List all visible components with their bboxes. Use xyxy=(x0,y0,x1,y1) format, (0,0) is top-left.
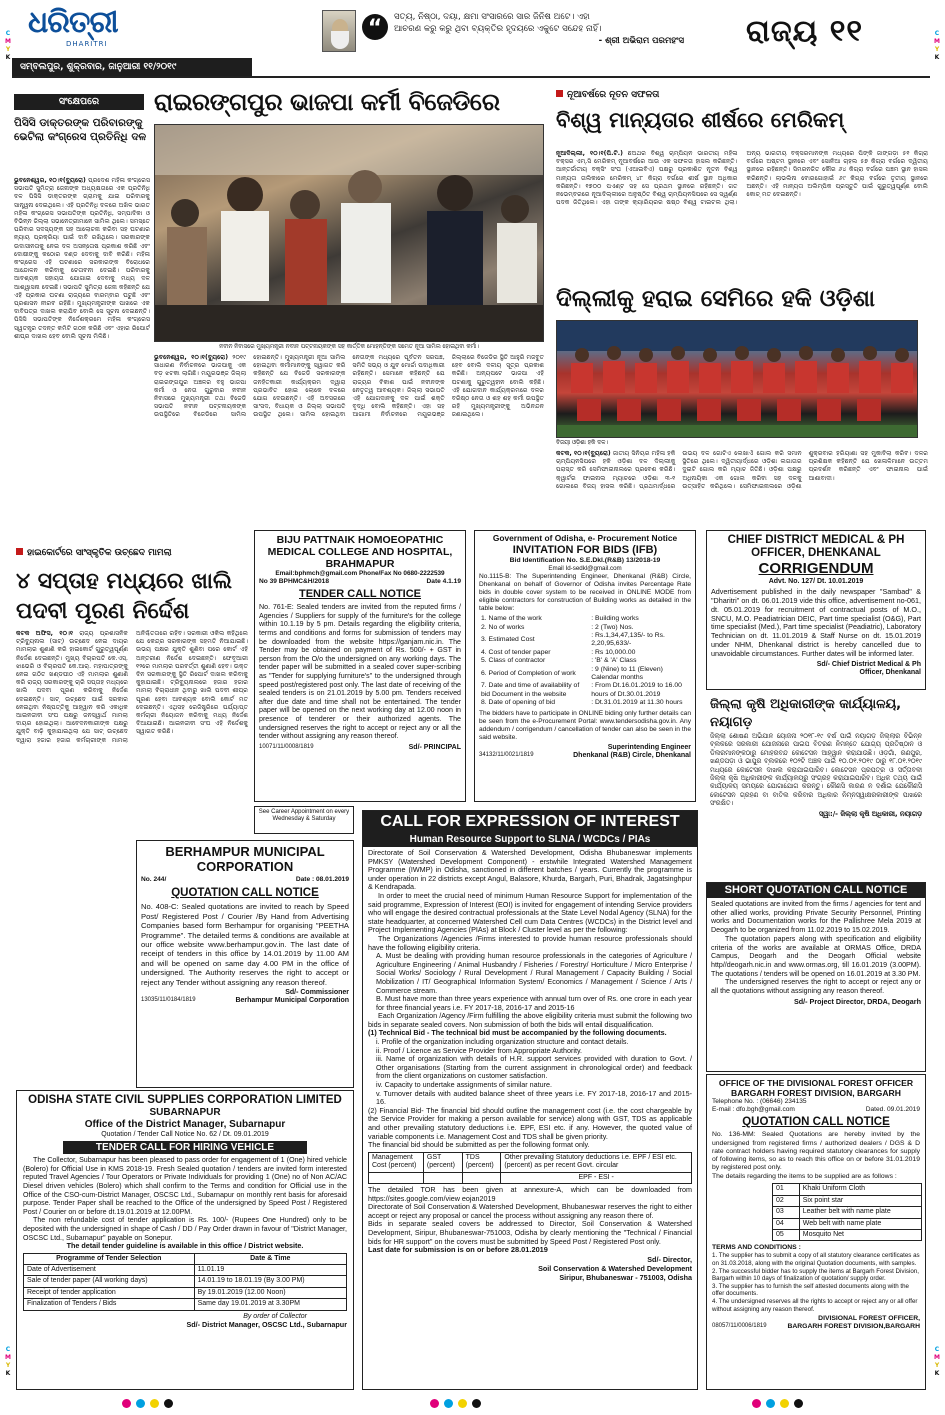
biju-body: No. 761-E: Sealed tenders are invited from the reputed firms / Agencies / Suppliers for supply of the furniture's for the college within 10.1.19 by 5 pm. Details regarding the eligibility criteria, terms and conditions and forms for submission of tenders may be downloaded from the website https://ganjam.nic.in. The Tender may be obtained on payment of Rs. 500/- + GST in person from the O/o the undersigned on any working days. The tender paper will be submitted in a sealed cover super-scribing as "Tender for supplying furniture's" to the undersigned through speed post/registered post only. The last date of receiving of the sealed tenders is on 21.01.2019 by 5.00 pm. Tenders received after due date and time shall not be entertained. The tender paper will be opened on the next working day at 12.00 noon in presence of tenderer or their authorized agents. The undersigned reserves the right to accept or reject any or all the tender without assigning any reason thereof. xyxy=(259,603,461,741)
forest-email-row xyxy=(712,1106,920,1114)
eoi-submit: Bids in separate sealed covers be addressed to Director, Soil Conservation & Watershed Development, Siripur, Bhubaneswar-751003, Odisha by clearly mentioning the "Technical / Financial bids for HR support" on the covers must be submitted by Speed Post / Registered Post only. xyxy=(368,1219,692,1246)
ifb-signature-place: Dhenkanal (R&B) Circle, Dhenkanal xyxy=(573,751,691,759)
civil-order-by: By order of Collector xyxy=(243,1312,307,1320)
ifb-table-row xyxy=(479,682,691,699)
forest-terms-head: TERMS AND CONDITIONS : xyxy=(712,1244,801,1252)
ifb-row-label: 2. No of works xyxy=(481,623,525,631)
cmyk-k: K xyxy=(934,1370,940,1377)
civil-schedule-step: Date of Advertisement xyxy=(24,1265,195,1276)
fin-col-gst: GST (percent) xyxy=(423,1152,462,1172)
hockey-photo-caption: ବିଜୟୀ ଓଡ଼ିଶା ହକି ଦଳ। xyxy=(556,440,608,446)
hockey-headline: ଦିଲ୍ଲୀକୁ ହରାଇ ସେମିରେ ହକି ଓଡ଼ିଶା xyxy=(556,285,876,312)
section-label-brief: ସଂକ୍ଷେପରେ xyxy=(14,94,144,110)
brief-body: ପ୍ରଦେଶ ମହିଳା କଂଗ୍ରେସ ସଭାପତି ସୁମିତ୍ରା ଜେନାଙ୍କ ଅଧ୍ୟକ୍ଷତାରେ ଏକ ପ୍ରତିନିଧି ଦଳ ପିସିସି ଡାକ୍ତରଙ୍କ ଗ୍ରାମକୁ ଯାଇ ପରିବାରକୁ ସାନ୍ତ୍ୱନା ଦେଇଥିଲେ। ଏହି ପ୍ରତିନିଧି ଦଳରେ ଅଖିଳ ଭାରତ ମହିଳା କଂଗ୍ରେସ ସଭାପତିଙ୍କ ପ୍ରତିନିଧି, ସମ୍ପାଦିକା ଓ ବିଭିନ୍ନ ଜିଲ୍ଲା ସଭାନେତ୍ରୀମାନେ ସାମିଲ ଥିଲେ। ସମସ୍ତେ ପରିବାର ସଦସ୍ୟଙ୍କ ସହ ଆଲୋଚନା କରିବା ସହ ଘଟଣାର ନ୍ୟାୟ ପ୍ରକ୍ରିୟା ପାଇଁ ଦାବି ରଖିଥିଲେ। ସରକାରଙ୍କ ଉଦାସୀନତାକୁ ନେଇ ଦଳ ଅସନ୍ତୋଷ ପ୍ରକାଶ କରିଛି ଏବଂ ଦୋଷୀଙ୍କୁ କଠୋର ଦଣ୍ଡ ଦେବାକୁ ଦାବି କରିଛି। ମହିଳା କଂଗ୍ରେସ ଏହି ଘଟଣାରେ ସରକାରଙ୍କ ବିରୋଧରେ ଆନ୍ଦୋଳନ କରିବାକୁ ଚେତାବନୀ ଦେଇଛି। ପରିବାରକୁ ଆବଶ୍ୟକ ସହାୟତା ଯୋଗାଇ ଦେବାକୁ ମଧ୍ୟ ଦଳ ଆଶ୍ୱାସନା ଦେଇଛି। ସଭାପତି ସୁମିତ୍ରା ଜେନା କହିଛନ୍ତି ଯେ ଏହି ପ୍ରକାର ଘଟଣା ରାଜ୍ୟରେ ବାରମ୍ବାର ଘଟୁଛି ଏବଂ ପ୍ରଶାସନ ନୀରବ ରହିଛି। ମୁଖ୍ୟମନ୍ତ୍ରୀଙ୍କ ପାଖରେ ଏକ ଦାବିପତ୍ର ଦାଖଲ କରାଯିବ ବୋଲି ସେ ସୂଚନା ଦେଇଛନ୍ତି। ପିସିସି ସଭାପତିଙ୍କ ନିର୍ଦ୍ଦେଶକ୍ରମେ ମହିଳା କଂଗ୍ରେସ ସ୍ୱତନ୍ତ୍ର ତଦନ୍ତ କମିଟି ଗଠନ କରିଛି ଏବଂ ଏହାର ରିପୋର୍ଟ ଶୀଘ୍ର ଦାଖଲ ହେବ ବୋଲି ସୂଚନା ମିଳିଛି। xyxy=(14,177,150,340)
eoi-subheading: Human Resource Support to SLNA / WCDCs / PIAs xyxy=(363,833,697,847)
ifb-row-value: : 9 (Nine) to 11 (Eleven) Calendar months xyxy=(591,665,663,682)
forest-signature1: DIVISIONAL FOREST OFFICER, xyxy=(818,1315,920,1323)
civil-schedule-step: Sale of tender paper (All working days) xyxy=(24,1276,195,1287)
ifb-row-value: : Dt.31.01.2019 at 11.30 hours xyxy=(591,699,683,707)
eoi-signature2: Soil Conservation & Watershed Development xyxy=(538,1263,692,1273)
cmyk-m: M xyxy=(5,1354,11,1361)
forest-item-name: Web belt with name plate xyxy=(799,1218,921,1229)
career-appointment-note: See Career Appointment on every Wednesday & Saturday xyxy=(254,806,354,834)
forest-terms xyxy=(712,1252,920,1313)
ifb-row-label: 1. Name of the work xyxy=(481,615,542,623)
eoi-para2: In order to meet the crucial need of minimum Human Resource Support for implementation of the said programme, Expression of Interest (EOI) is invited for engagement of intending Service providers who will engage the desired contractual professionals at the State Level Nodal Agency (SLNA) for the state headquarter, at concerned Watershed Cell cum Data Centres (WCDCs) in the District level and Project Implementing Agencies (PIAs) at Block / Cluster level as per the following: xyxy=(368,890,692,935)
edition-dateline: ସମ୍ବଲପୁର, ଶୁକ୍ରବାର, ଜାନୁଆରୀ ୧୧/୨୦୧୯ xyxy=(12,58,252,76)
cmyk-m: M xyxy=(934,1354,940,1361)
quote-line: ସତ୍ୟ, ନିଷ୍ଠା, ଦୟା, କ୍ଷମା ସଂସାରରେ ସାର ଜିନିଷ ଅଟେ। ଏହା xyxy=(394,12,590,22)
forest-table-intro: The details regarding the items to be supplied are as follows : xyxy=(712,1173,897,1181)
eoi-signature3: Siripur, Bhubaneswar - 751003, Odisha xyxy=(559,1272,692,1282)
forest-footer xyxy=(712,1323,920,1331)
civil-col-date: Date & Time xyxy=(194,1253,346,1264)
cmyk-y: Y xyxy=(934,46,940,53)
court-kicker-text: ହାଇକୋର୍ଟରେ ସାଂସ୍କୃତିକ ଉଚ୍ଛେଦ ମାମଲା xyxy=(27,548,172,558)
ifb-heading: INVITATION FOR BIDS (IFB) xyxy=(512,543,658,556)
civil-schedule-step: Receipt of tender application xyxy=(24,1287,195,1298)
forest-item-no: 02 xyxy=(773,1195,800,1206)
forest-term: 1. The supplier has to submit a copy of all statutory clearance certificates as on 31.03.2018, along with the original Quotation documents, with samples. xyxy=(712,1252,920,1268)
marykom-kicker-text: ନୂଆବର୍ଷରେ ନୂତନ ସଫଳତା xyxy=(567,90,660,100)
forest-item-name: Khaki Uniform Cloth xyxy=(799,1184,921,1195)
forest-item-row xyxy=(773,1218,922,1229)
forest-term: 4. The undersigned reserves all the rights to accept or reject any or all offer without assigning any reason thereof. xyxy=(712,1298,918,1313)
forest-quotation-notice xyxy=(706,1074,926,1390)
ifb-row-label: 3. Estimated Cost xyxy=(481,636,535,644)
forest-phone: Telephone No. : (06646) 234135 xyxy=(712,1098,807,1106)
cmyk-c: C xyxy=(934,1346,940,1353)
civil-signature: Sd/- District Manager, OSCSC Ltd., Subarnapur xyxy=(186,1319,347,1329)
shortq-body2: The quotation papers along with specification and eligibility criteria of the works are available at ORMAS Office, DRDA Campus, Deogarh and the Deogarh Official website http//deogarh.nic.in and www.ormas.org, till 16.01.2019 (3.00PM). The quotations / tenders will be opened on 16.01.2019 at 3.30 PM. xyxy=(711,934,921,978)
ifb-signature-title: Superintending Engineer xyxy=(607,743,691,751)
cmyk-m: M xyxy=(934,38,940,45)
shortq-heading: SHORT QUOTATION CALL NOTICE xyxy=(707,883,925,898)
civil-guideline: The detail tender guideline is available in this office / District website. xyxy=(66,1241,304,1251)
ifb-row-value: : Rs.1,34,47,135/- to Rs. 2,20,95,633/- xyxy=(591,632,665,648)
ifb-footer xyxy=(479,752,691,760)
eoi-tech-item: iv. Capacity to undertake assignments of similar nature. xyxy=(376,1080,553,1090)
ifb-row-value: : Building works xyxy=(591,615,639,623)
cmyk-y: Y xyxy=(5,46,11,53)
civil-schedule-date: 11.01.19 xyxy=(194,1265,346,1276)
civil-schedule-step: Finalization of Tenders / Bids xyxy=(24,1299,195,1310)
marykom-article xyxy=(556,150,928,278)
ifb-footref: 34132/11/0021/1819 xyxy=(479,751,534,758)
eoi-tech-item: i. Profile of the organization including organization structure and contact details. xyxy=(376,1037,629,1047)
court-headline: ୪ ସପ୍ତାହ ମଧ୍ୟରେ ଖାଲି ପଦବୀ ପୂରଣ ନିର୍ଦ୍ଦେଶ xyxy=(16,568,233,624)
forest-email: E-mail : dfo.bgh@gmail.com xyxy=(712,1106,795,1114)
cdm-body: Advertisement published in the daily newspaper "Sambad" & "Dharitri" on dt. 06.01.2019 vide this office, advertisement no-061, dt. 05.01.2019 for recruitment of contractual posts of M.O., SNCU, M.O. Peadiatrician DEIC, Part time specialist (O&G), Part time specialist (Med.), Part time specialist (Peadiatric), Laboratory Technician on dt. 11.01.2019 & Staff Nurse on dt. 15.01.2019 under NHM, Dhenkanal district is hereby cancelled due to unavoidable circumstances. Further dates will be informed later. xyxy=(711,587,921,658)
hockey-article xyxy=(556,450,928,542)
hockey-team-photo xyxy=(556,320,918,438)
forest-date: Dated. 09.01.2019 xyxy=(865,1106,920,1114)
ifb-row-label: 8. Date of opening of bid xyxy=(481,699,556,707)
cmyk-k: K xyxy=(5,54,11,61)
ifb-row-value: : Rs 10,000.00 xyxy=(591,648,636,656)
cmyk-marks-left-bottom xyxy=(4,1346,12,1378)
civil-body: The Collector, Subarnapur has been pleased to pass order for engagement of 1 (One) hired vehicle (Bolero) for Official Use in KMS 2018-19. Fresh Sealed quotation / tenders are invited form interested reputed Travel Agencies / Tour Operators or Private Individuals for providing 1 (One) no of Non AC/AC Diesel driven vehicles (Bolero) which shall confirm to the Terms and condition for Official use in the Office of the CSO-cum-District Manager, OSCSC Ltd., Subarnapur on monthly rent basis for aforesaid purpose. Tender Paper shall be reached to the Office of the undersigned by Speed Post / Registered Post / Courier on or before dt.19.01.2019 at 12.00PM. xyxy=(23,1156,347,1216)
quote-icon: “ xyxy=(362,14,388,40)
ifb-outro: The bidders have to participate in ONLINE biding only further details can be seen from the e-Procurement Portal: www.tendersodisha.gov.in. Any addendum / corrigendum / cancellation of tender can also be seen in the said website. xyxy=(479,709,691,741)
quote-author: - ଶ୍ରୀ ଅଭିରାମ ପରମହଂସ xyxy=(598,36,684,46)
forest-items-table xyxy=(772,1183,922,1241)
court-dateline: କଟକ ଅଫିସ, ୧୦।୧ xyxy=(16,630,74,637)
cmyk-m: M xyxy=(5,38,11,45)
bmc-quotation-notice xyxy=(136,840,354,1088)
eoi-heading: CALL FOR EXPRESSION OF INTEREST xyxy=(363,811,697,833)
quote-line: ଆଚରଣ କରୁ କରୁ ଥିବା ବ୍ୟକ୍ତିର ହୃଦୟରେ ଏକୁଟେ ସନ୍ଦେହ ନାହିଁ। xyxy=(394,24,602,34)
ifb-table-row xyxy=(479,615,691,623)
bmc-ref-date: Date : 08.01.2019 xyxy=(295,876,349,883)
civil-title: ODISHA STATE CIVIL SUPPLIES CORPORATION LIMITED xyxy=(28,1094,342,1106)
newspaper-logo xyxy=(28,6,188,52)
forest-item-no: 03 xyxy=(773,1207,800,1218)
forest-item-no: 04 xyxy=(773,1218,800,1229)
bmc-signature-place: Berhampur Municipal Corporation xyxy=(235,997,349,1005)
forest-term: 2. The successful bidder has to supply the items at Bargarh Forest Division, Bargarh within 10 days of finalization of quotation/ supply order. xyxy=(712,1267,919,1283)
biju-contact: Email:bphmch@gmail.com Phone/Fax No 0680-2222539 xyxy=(275,570,445,577)
cdm-heading: CORRIGENDUM xyxy=(758,560,874,577)
ifb-table-row xyxy=(479,666,691,683)
bmc-heading: QUOTATION CALL NOTICE xyxy=(171,886,319,899)
forest-body: No. 136-MM: Sealed Quotations are hereby invited by the undersigned from registered firms / authorized dealers / DGS & D rate contract holders having required statutory clearances for supply of following items, so as to reach this office on or before 31.01.2019 by registered post only. xyxy=(712,1131,920,1172)
cmyk-k: K xyxy=(934,54,940,61)
eoi-tech-items xyxy=(368,1038,692,1107)
forest-item-no: 01 xyxy=(773,1184,800,1195)
cdm-advt: Advt. No. 127/ Dt. 10.01.2019 xyxy=(768,578,864,585)
bmc-ref-row xyxy=(141,876,349,884)
forest-term: 3. The supplier has to furnish the self attested documents along with the offer documents. xyxy=(712,1282,909,1298)
cmyk-c: C xyxy=(5,1346,11,1353)
eoi-para4: Each Organization /Agency /Firm fulfilling the above eligibility criteria must submit the following two bids in separate sealed covers. Non submission of both the bids will entail disqualification. xyxy=(368,1011,692,1029)
forest-item-row xyxy=(773,1195,922,1206)
forest-item-name: Leather belt with name plate xyxy=(799,1207,921,1218)
forest-title1: OFFICE OF THE DIVISIONAL FOREST OFFICER xyxy=(718,1078,914,1088)
fin-col-other: Other prevailing Statutory deductions i.e. EPF / ESI etc. (percent) as per recent Govt. circular xyxy=(501,1152,692,1172)
ifb-title: Government of Odisha, e- Procurement Notice xyxy=(492,533,678,543)
forest-item-row xyxy=(773,1207,922,1218)
page-section-title: ରାଜ୍ୟ ୧୧ xyxy=(746,14,864,49)
civil-subtitle: SUBARNAPUR xyxy=(149,1107,221,1118)
ifb-row-label: 4. Cost of tender paper xyxy=(481,648,551,656)
civil-supplies-tender xyxy=(16,1090,354,1390)
ifb-intro: No.1115-B: The Superintending Engineer, Dhenkanal (R&B) Circle, Dhenkanal on behalf of Governor of Odisha invites Percentage Rate bids in double cover system to be received in ONLINE MODE from eligible contractors for construction of Building works as detailed in the table below: xyxy=(479,573,691,613)
ifb-table-row xyxy=(479,624,691,632)
ifb-row-value: : 2 (Two) Nos. xyxy=(591,623,634,631)
bjp-dateline: ଭୁବନେଶ୍ୱର, ୧୦।୧(ବ୍ୟୁରୋ) xyxy=(154,354,229,361)
eoi-lastdate: Last date for submission is on or before 28.01.2019 xyxy=(368,1245,548,1255)
bmc-body: No. 408-C: Sealed quotations are invited to reach by Speed Post/ Registered Post / Courier /By Hand from Advertising Companies based form Berhampur for organising "PEETHA Programme". The detailed terms & conditions are available at our office website www.berhampur.gov.in. The last date of receipt of tenders in this office by 14.01.2019 by 11.00 AM and will be opened on same day 4.00 PM in the office of undersigned. The Authority reserves the right to accept or reject any Tender without assigning any reason thereof. xyxy=(141,902,349,987)
eoi-fin-format: The financial bid should be submitted as per the following format only. xyxy=(368,1140,590,1150)
marykom-body: ଛଅଥର ବିଶ୍ୱ ଚାମ୍ପିୟନ ଭାରତୀୟ ମହିଳା ବକ୍ସର ଏମ୍.ସି ମେରିକମ୍ ନୂଆବର୍ଷରେ ଆଉ ଏକ ସଫଳତା ହାସଲ କରିଛନ୍ତି। ଆନ୍ତର୍ଜାତୀୟ ବକ୍ସିଂ ସଂଘ (ଏଆଇବିଏ) ପକ୍ଷରୁ ପ୍ରକାଶିତ ନୂତନ ବିଶ୍ୱ ମାନ୍ୟତା ତାଲିକାରେ ମେରିକମ୍ ୪୮ କିଗ୍ରା ବର୍ଗରେ ଶୀର୍ଷ ସ୍ଥାନ ଅଧିକାର କରିଛନ୍ତି। ୧୭୦୦ ପଏଣ୍ଟ ସହ ସେ ପ୍ରଥମ ସ୍ଥାନରେ ରହିଛନ୍ତି। ଗତ ନଭେମ୍ବରରେ ନୂଆଦିଲ୍ଲୀରେ ଅନୁଷ୍ଠିତ ବିଶ୍ୱ ଚାମ୍ପିୟନସିପରେ ସେ ସ୍ୱର୍ଣ୍ଣ ପଦକ ଜିତିଥିଲେ। ଏହା ତାଙ୍କ କ୍ୟାରିୟରର ଷଷ୍ଠ ବିଶ୍ୱ ଟାଇଟଲ ଥିଲା। ଅନ୍ୟ ଭାରତୀୟ ବକ୍ସରମାନଙ୍କ ମଧ୍ୟରେ ପିଙ୍କି ଜାଙ୍ଗଡ଼ା ୫୧ କିଗ୍ରା ବର୍ଗରେ ଅଷ୍ଟମ ସ୍ଥାନରେ ଏବଂ ସୋନିଆ ଚାହଲ ୫୭ କିଗ୍ରା ବର୍ଗରେ ଦ୍ୱିତୀୟ ସ୍ଥାନରେ ରହିଛନ୍ତି। ସିମରନଜିତ କୌର ୬୪ କିଗ୍ରା ବର୍ଗରେ ପଞ୍ଚମ ସ୍ଥାନ ହାସଲ କରିଛନ୍ତି। ଲାଭଲିନା ବୋରଗୋହାଇଁ ୬୯ କିଗ୍ରା ବର୍ଗରେ ତୃତୀୟ ସ୍ଥାନରେ ଅଛନ୍ତି। ଏହି ମାନ୍ୟତା ଅଲିମ୍ପିକ ପ୍ରସ୍ତୁତି ପାଇଁ ଗୁରୁତ୍ୱପୂର୍ଣ୍ଣ ବୋଲି କୋଚ୍ ମତ ଦେଇଛନ୍ତି। xyxy=(556,150,928,207)
fin-col-mgmt: Management Cost (percent) xyxy=(369,1152,424,1172)
biju-ref-date: Date 4.1.19 xyxy=(426,577,461,585)
cmyk-c: C xyxy=(5,30,11,37)
cdm-signature: Sd/- Chief District Medical & Ph Officer, Dhenkanal xyxy=(816,660,921,676)
forest-item-no: 05 xyxy=(773,1230,800,1241)
brief-article xyxy=(14,177,150,543)
forest-footref: 08057/11/0006/1819 xyxy=(712,1323,767,1330)
ifb-row-value: : From Dt.16.01.2019 to 16.00 hours of Dt.30.01.2019 xyxy=(591,682,682,698)
fin-col-tds: TDS (percent) xyxy=(462,1152,501,1172)
ifb-table-row xyxy=(479,699,691,707)
eoi-tech-item: iii. Name of organization with details of H.R. support services provided with duration to Govt. / Other organisations (Starting from the current assignment in chronological order) and feedback from the client organizations on customer satisfaction. xyxy=(376,1054,692,1081)
team-silhouettes xyxy=(557,321,918,438)
shortq-signature: Sd/- Project Director, DRDA, Deogarh xyxy=(793,996,921,1006)
biju-heading: TENDER CALL NOTICE xyxy=(298,588,422,601)
eoi-tor: The detailed TOR has been given at annexure-A, which can be downloaded from https://sites.google.com/view eojan2019 xyxy=(368,1185,692,1203)
ifb-bid-id: Bid Identification No. S.E.Dkl.(R&B) 13/2018-19 xyxy=(509,556,661,564)
forest-signature2: BARGARH FOREST DIVISION,BARGARH xyxy=(787,1323,920,1331)
ifb-detail-table xyxy=(479,615,691,707)
cmyk-y: Y xyxy=(5,1362,11,1369)
shortq-body1: Sealed quotations are invited from the firms / agencies for tent and other allied works, providing Private Security Personnel, Printing works and Documentation works for the Pallishree Mela 2019 at Deogarh to be organized from 11.02.2019 to 15.02.2019. xyxy=(711,900,921,935)
eoi-signature1: Sd/- Director, xyxy=(647,1254,692,1264)
cmyk-marks-right-top xyxy=(933,30,941,62)
hockey-body: ଜାତୀୟ ସିନିୟର ମହିଳା ହକି ଚାମ୍ପିୟନସିପରେ ହକି ଓଡ଼ିଶା ଦଳ ଦିଲ୍ଲୀକୁ ପରାସ୍ତ କରି ସେମିଫାଇନାଲରେ ପ୍ରବେଶ କରିଛି। କ୍ୱାର୍ଟର ଫାଇନାଲ ମ୍ୟାଚରେ ଓଡ଼ିଶା ୩-୧ ଗୋଲରେ ବିଜୟ ହାସଲ କରିଛି। ପ୍ରଥମାର୍ଦ୍ଧରେ ଉଭୟ ଦଳ ଗୋଟିଏ ଲେଖାଏଁ ଗୋଲ କରି ସମାନ ସ୍ଥିତିରେ ଥିଲେ। ଦ୍ୱିତୀୟାର୍ଦ୍ଧରେ ଓଡ଼ିଶା ଲଗାତାର ଦୁଇଟି ଗୋଲ କରି ମ୍ୟାଚ ଜିତିଛି। ଓଡ଼ିଶା ପକ୍ଷରୁ ଅଧିନାୟିକା ଏକ ଗୋଲ କରିବା ସହ ଦଳକୁ ଉତ୍ସାହିତ କରିଥିଲେ। ସେମିଫାଇନାଲରେ ଓଡ଼ିଶା ଶୁକ୍ରବାର ହରିୟାଣା ସହ ମୁକାବିଲା କରିବ। ଦଳର ପ୍ରଶିକ୍ଷକ କହିଛନ୍ତି ଯେ ଖେଳାଳିମାନେ ଉତ୍ତମ ପ୍ରଦର୍ଶନ କରିଛନ୍ତି ଏବଂ ଫାଇନାଲ ପାଇଁ ଆଶାବାଦୀ। xyxy=(556,450,928,490)
civil-ref: Quotation / Tender Call Notice No. 62 / Dt. 09.01.2019 xyxy=(101,1131,269,1138)
cmyk-k: K xyxy=(5,1370,11,1377)
bjp-news-photo xyxy=(154,124,544,342)
cmyk-c: C xyxy=(934,30,940,37)
eoi-tech-head: (1) Technical Bid - The technical bid must be accompanied by the following documents. xyxy=(368,1028,667,1038)
bmc-ref-no: No. 244/ xyxy=(141,876,167,883)
nayagarh-body: ଜିଲ୍ଲା ଶୋଷଣ ଅଭିଯାନ ୟୋଜନା ୨୦୧୮-୧୯ ବର୍ଷ ପାଇଁ ନୟାଗଡ଼ ଜିଲ୍ଲାର ବିଭିନ୍ନ ବ୍ଲକରେ ସରକାରୀ ଯୋଜନାରେ ପାଇପ ବିତରଣ ନିମନ୍ତେ ଯୋଗ୍ୟ ପ୍ରତିଷ୍ଠାନ ଓ ଡିଲରମାନଙ୍କଠାରୁ ମୋହରବନ୍ଦ କୋଟେସନ ଆହ୍ୱାନ କରାଯାଉଛି। ଓଡ଼ଗାଁ, ରଣପୁର, ଖଣ୍ଡପଡ଼ା ଓ ଭାପୁର ବ୍ଲକରେ ୧୦୨ଟି ଅଞ୍ଚଳ ପାଇଁ ୧୦.୦୧.୨୦୧୯ ଠାରୁ ୧୮.୦୧.୨୦୧୯ ମଧ୍ୟରେ କୋଟେସନ ଦାଖଲ କରାଯାଇପାରିବ। କୋଟେସନ ପ୍ରପତ୍ର ଓ ସର୍ତ୍ତାବଳୀ ଜିଲ୍ଲା କୃଷି ଅଧିକାରୀଙ୍କ କାର୍ଯ୍ୟାଳୟରୁ ସଂଗ୍ରହ କରାଯାଇପାରିବ। ଅଧିକ ତଥ୍ୟ ପାଇଁ କାର୍ଯ୍ୟାଳୟ ସମୟରେ ଯୋଗାଯୋଗ କରନ୍ତୁ। କୌଣସି କାରଣ ନ ଦର୍ଶାଇ ଯେକୌଣସି କୋଟେସନ ଗ୍ରହଣ ବା ବାତିଲ କରିବାର ଅଧିକାର ନିମ୍ନସ୍ୱାକ୍ଷରକାରୀଙ୍କ ପାଖରେ ସଂରକ୍ଷିତ। xyxy=(710,732,922,808)
civil-schedule-row xyxy=(24,1265,347,1276)
marykom-headline: ବିଶ୍ୱ ମାନ୍ୟତାର ଶୀର୍ଷରେ ମେରିକମ୍ xyxy=(556,107,845,132)
civil-office: Office of the District Manager, Subarnapur xyxy=(84,1119,286,1130)
short-quotation-notice xyxy=(706,882,926,1072)
ifb-row-value: : 'B' & 'A' Class xyxy=(591,657,637,665)
masthead-rule xyxy=(12,76,930,78)
hockey-dateline: କଟକ, ୧୦।୧(ବ୍ୟୁରୋ) xyxy=(556,450,611,457)
eoi-para3: The Organizations /Agencies /Firms interested to provide human resource professionals should have the following eligibility criteria. xyxy=(368,933,692,952)
ifb-row-label: 5. Class of contractor xyxy=(481,657,546,665)
cmyk-y: Y xyxy=(934,1362,940,1369)
photo-silhouettes xyxy=(155,125,544,342)
cmyk-marks-right-bottom xyxy=(933,1346,941,1378)
ifb-row-label: 7. Date and time of availability of bid Document in the website xyxy=(481,682,580,698)
ifb-notice xyxy=(474,530,696,802)
biju-footref: 10071/11/0008/1819 xyxy=(259,743,314,750)
logo-wordmark: ଧରିତ୍ରୀ xyxy=(28,5,118,40)
brief-dateline: ଭୁବନେଶ୍ୱର, ୧୦।୧(ବ୍ୟୁରୋ) xyxy=(14,177,86,184)
court-kicker xyxy=(16,548,172,559)
eoi-fin-bid: (2) Financial Bid- The financial bid should outline the management cost (i.e. the cost chargeable by the Service Provider for making a person available for service) along with GST, TDS as applicable and other prevailing statutory deductions i.e. EPF, ESI etc. if any. However, the quoted value of variable components i.e. Management Cost and TDS shall be given priority. xyxy=(368,1105,692,1141)
eoi-tech-item: v. Turnover details with audited balance sheet of three years i.e. FY 2017-18, 2016-17 and 2015-16. xyxy=(376,1088,692,1107)
nayagarh-agri-notice xyxy=(706,694,926,876)
bmc-title: BERHAMPUR MUNICIPAL CORPORATION xyxy=(165,844,325,874)
eoi-fin-table xyxy=(368,1152,692,1184)
biju-footer xyxy=(259,744,461,752)
forest-heading: QUOTATION CALL NOTICE xyxy=(742,1115,890,1128)
bmc-signature: Sd/- Commissioner xyxy=(285,988,349,996)
cmyk-marks-left-top xyxy=(4,30,12,62)
nayagarh-signature: ସ୍ୱା:/- ଜିଲ୍ଲା କୃଷି ଅଧିକାରୀ, ନୟାଗଡ଼ xyxy=(818,809,922,818)
eoi-intro: Directorate of Soil Conservation & Watershed Development, Odisha Bhubaneswar implements PMKSY (Watershed Development Component) - erstwhile Integrated Watershed Management Programme (IWMP) in Odisha, sanctioned in different batches / years. Currently the programme is under operation in 22 districts except Angul, Balasore, Khurda, Bargarh, Puri, Bhadrak, Jagatsinghpur & Kendrapada. xyxy=(368,848,692,892)
ifb-table-row xyxy=(479,632,691,649)
daily-quote xyxy=(394,11,684,47)
saint-portrait-image xyxy=(322,10,356,52)
civil-schedule-date: By 19.01.2019 (12.00 Noon) xyxy=(194,1287,346,1298)
fin-col-sub: EPF - ESI - xyxy=(501,1172,692,1183)
eoi-reserve: Directorate of Soil Conservation & Watershed Development, Bhubaneswar reserves the right to either accept or reject any proposal or cancel the process without assigning any reason there of. xyxy=(368,1202,692,1220)
forest-title2: BARGARH FOREST DIVISION, BARGARH xyxy=(731,1088,901,1099)
biju-title: BIJU PATTNAIK HOMOEOPATHIC MEDICAL COLLEGE AND HOSPITAL, BRAHMAPUR xyxy=(267,534,453,570)
bjp-article xyxy=(154,354,544,540)
civil-col-programme: Programme of Tender Selection xyxy=(24,1253,195,1264)
brief-headline: ପିସିସି ଡାକ୍ତରଙ୍କ ପରିବାରଙ୍କୁ ଭେଟିଲା କଂଗ୍ରେସ ପ୍ରତିନିଧି ଦଳ xyxy=(14,117,147,143)
biju-ref-no: No 39 BPHMC&H/2018 xyxy=(259,577,329,585)
ifb-row-label: 6. Period of Completion of work xyxy=(481,669,576,677)
forest-item-name: Mosquito Net xyxy=(799,1230,921,1241)
bmc-footref: 13035/11/0184/1819 xyxy=(141,997,196,1004)
biju-signature: Sd/- PRINCIPAL xyxy=(408,743,461,751)
civil-heading: TENDER CALL FOR HIRING VEHICLE xyxy=(63,1141,307,1154)
eoi-signature xyxy=(368,1255,692,1282)
nayagarh-title: ଜିଲ୍ଲା କୃଷି ଅଧିକାରୀଙ୍କ କାର୍ଯ୍ୟାଳୟ, ନୟାଗଡ଼ xyxy=(710,697,902,730)
marykom-dateline: ନୂଆଦିଲ୍ଲୀ, ୧୦।୧(ପି.ଟି.) xyxy=(556,150,623,157)
forest-item-name: Six point star xyxy=(799,1195,921,1206)
civil-schedule-row xyxy=(24,1299,347,1310)
civil-schedule-date: 14.01.19 to 18.01.19 (By 3.00 PM) xyxy=(194,1276,346,1287)
biju-ref-row xyxy=(259,578,461,586)
shortq-body3: The undersigned reserves the right to accept or reject any or all the quotations without assigning any reason thereof. xyxy=(711,978,921,996)
bjp-headline: ରାଇରଙ୍ଗପୁର ଭାଜପା କର୍ମୀ ବିଜେଡିରେ xyxy=(154,87,500,116)
eoi-criteria-a: A. Must be dealing with providing human resource professionals in the categories of Agriculture / Agriculture Engineering / Animal Husbandry / Fisheries / Forestry/ Horticulture / Micro Enterprise / Social Works/ Sociology / Rural Development / Rural Management / Capacity Building / Social Mobilization / IT/ Geographical Information System/ Economics / Management / Science / Arts / Commerce stream. xyxy=(376,951,692,995)
ifb-table-row xyxy=(479,657,691,665)
civil-schedule-row xyxy=(24,1287,347,1298)
civil-body2: The non refundable cost of tender application is Rs. 100/- (Rupees One Hundred) only to be deposited with the undersigned in shape of Cash / DD / Pay Order drawn in favour of "District Manager, OSCSC Ltd., Subarnapur" payable on Sonepur. xyxy=(23,1216,347,1242)
ifb-table-row xyxy=(479,649,691,657)
civil-schedule-row xyxy=(24,1276,347,1287)
civil-schedule-date: Same day 19.01.2019 at 3.30PM xyxy=(194,1299,346,1310)
eoi-tech-item: ii. Proof / Licence as Service Provider from Appropriate Authority. xyxy=(376,1045,582,1055)
cdm-title: CHIEF DISTRICT MEDICAL & PH OFFICER, DHENKANAL xyxy=(727,534,905,559)
bmc-footer xyxy=(141,997,349,1005)
bjp-photo-caption: ନବୀନ ନିବାସରେ ମୁଖ୍ୟମନ୍ତ୍ରୀ ନବୀନ ପଟ୍ଟନାୟକଙ୍କ ସହ କାର୍ତ୍ତିକ ମୋହନ୍ତିଙ୍କ ସମେତ ନୂଆ ସାମିଲ ହୋଇଥିବା କର୍ମୀ। xyxy=(219,344,479,350)
eoi-criteria-b: B. Must have more than three years experience with annual turn over of Rs. one crore in each year for three financial years i.e. FY 2017-18, 2016-17 and 2015-16 xyxy=(376,994,692,1012)
marykom-kicker xyxy=(556,90,659,101)
court-body: ରାଜ୍ୟ ପ୍ରଶାସନିକ ଟ୍ରିବ୍ୟୁନାଲ (ସାଟ୍) ଉଚ୍ଛେଦ ନେଇ ଦାୟର ମାମଲାର ଶୁଣାଣି କରି ହାଇକୋର୍ଟ ଗୁରୁତ୍ୱପୂର୍ଣ୍ଣ ନିର୍ଦ୍ଦେଶ ଦେଇଛନ୍ତି। ମୁଖ୍ୟ ବିଚାରପତି କେ.ଏସ୍. ଝାଭେରି ଓ ବିଚାରପତି କେ.ଆର୍. ମହାପାତ୍ରଙ୍କୁ ନେଇ ଗଠିତ ଖଣ୍ଡପୀଠ ଏହି ମାମଲାର ଶୁଣାଣି କରି ରାଜ୍ୟ ସରକାରଙ୍କୁ ଚାରି ସପ୍ତାହ ମଧ୍ୟରେ ଖାଲି ପଦବୀ ପୂରଣ କରିବାକୁ ନିର୍ଦ୍ଦେଶ ଦେଇଛନ୍ତି। ସାଟ୍ ଉଚ୍ଛେଦ ପାଇଁ ସରକାର ନେଇଥିବା ନିଷ୍ପତ୍ତିକୁ ଆହ୍ୱାନ କରି ଏକାଧିକ ଆଇନଜୀବୀ ସଂଘ ପକ୍ଷରୁ ଜନସ୍ୱାର୍ଥ ମାମଲା ଦାୟର ହୋଇଥିଲା। ଆବେଦନକାରୀଙ୍କ ପକ୍ଷରୁ ଯୁକ୍ତି ବାଢ଼ି କୁହାଯାଇଥିଲା ଯେ ସାଟ୍ ଉଚ୍ଛେଦ ଦ୍ୱାରା ହଜାର ହଜାର କର୍ମଚାରୀଙ୍କ ମାମଲା ଅନିଶ୍ଚିତତାରେ ରହିବ। ସରକାରୀ ଓକିଲ କହିଥିଲେ ଯେ କେନ୍ଦ୍ର ସରକାରଙ୍କ ସହମତି ନିଆଯାଇଛି। ଉଭୟ ପକ୍ଷର ଯୁକ୍ତି ଶୁଣିବା ପରେ କୋର୍ଟ ଏହି ଅନ୍ତରୀଣ ନିର୍ଦ୍ଦେଶ ଦେଇଛନ୍ତି। ଫେବୃଆରୀ ୧୨ରେ ମାମଲାର ପରବର୍ତ୍ତୀ ଶୁଣାଣି ହେବ। ଉକ୍ତ ଦିନ ସରକାରଙ୍କୁ ସ୍ଥିତି ରିପୋର୍ଟ ଦାଖଲ କରିବାକୁ କୁହାଯାଇଛି। ଟ୍ରିବ୍ୟୁନାଲରେ ହଜାର ହଜାର ମାମଲା ବିଚାରାଧୀନ ଥିବାରୁ ଖାଲି ପଦବୀ ଶୀଘ୍ର ପୂରଣ ହେବା ଆବଶ୍ୟକ ବୋଲି କୋର୍ଟ ମତ ଦେଇଛନ୍ତି। ଏଥିସହ ରେଜିଷ୍ଟ୍ରିରେ ପର୍ଯ୍ୟାପ୍ତ କର୍ମଚାରୀ ନିୟୋଜନ କରିବାକୁ ମଧ୍ୟ ନିର୍ଦ୍ଦେଶ ଦିଆଯାଇଛି। ଆଇନଜୀବୀ ସଂଘ ଏହି ନିର୍ଦ୍ଦେଶକୁ ସ୍ୱାଗତ କରିଛି। xyxy=(16,630,248,744)
eoi-notice xyxy=(362,810,698,1390)
biju-tender-notice xyxy=(254,530,466,802)
logo-subtitle: DHARITRI xyxy=(66,40,108,48)
print-registration-strip xyxy=(0,1398,945,1410)
bjp-body: ୨୦୧୯ ସାଧାରଣ ନିର୍ବାଚନରେ ଭାଜପାକୁ ଏକ ବଡ଼ ଝଟକା ଲାଗିଛି। ମୟୂରଭଞ୍ଜ ଜିଲ୍ଲା ରାଇରଙ୍ଗପୁର ଅଞ୍ଚଳର ବହୁ ଭାଜପା କର୍ମୀ ଓ ନେତା ଗୁରୁବାର ନବୀନ ନିବାସରେ ମୁଖ୍ୟମନ୍ତ୍ରୀ ତଥା ବିଜେଡି ସଭାପତି ନବୀନ ପଟ୍ଟନାୟକଙ୍କ ଉପସ୍ଥିତିରେ ବିଜେଡିରେ ସାମିଲ ହୋଇଛନ୍ତି। ମୁଖ୍ୟମନ୍ତ୍ରୀ ନୂଆ ସାମିଲ ହୋଇଥିବା କର୍ମୀମାନଙ୍କୁ ସ୍ୱାଗତ କରି କହିଛନ୍ତି ଯେ ବିଜେଡି ସରକାରଙ୍କ ଜନହିତକାରୀ କାର୍ଯ୍ୟକ୍ରମ ଦ୍ୱାରା ପ୍ରଭାବିତ ହୋଇ ଲୋକେ ଦଳରେ ଯୋଗ ଦେଉଛନ୍ତି। ଏହି ଅବସରରେ ସାଂସଦ, ବିଧାୟକ ଓ ଜିଲ୍ଲା ସଭାପତି ଉପସ୍ଥିତ ଥିଲେ। ସାମିଲ ହୋଇଥିବା ନେତାଙ୍କ ମଧ୍ୟରେ ପୂର୍ବତନ ସରପଞ୍ଚ, ସମିତି ସଭ୍ୟ ଓ ଯୁବ ମୋର୍ଚ୍ଚା ପଦାଧିକାରୀ ରହିଛନ୍ତି। ସେମାନେ କହିଛନ୍ତି ଯେ ରାଜ୍ୟର ବିକାଶ ପାଇଁ ନବୀନଙ୍କ ନେତୃତ୍ୱ ଆବଶ୍ୟକ। ଜିଲ୍ଲା ସଭାପତି ଏହି ଯୋଗଦାନକୁ ଦଳ ପାଇଁ ଶକ୍ତି ବୃଦ୍ଧି ବୋଲି କହିଛନ୍ତି। ଏହା ସହ ଆଗାମୀ ନିର୍ବାଚନରେ ମୟୂରଭଞ୍ଜ ଜିଲ୍ଲାରେ ବିଜେଡିର ସ୍ଥିତି ଆହୁରି ମଜବୁତ ହେବ ବୋଲି ଦଳୀୟ ସୂତ୍ର ପ୍ରକାଶ କରିଛି। ଅନ୍ୟପଟେ ଭାଜପା ଏହି ଘଟଣାକୁ ଗୁରୁତ୍ୱହୀନ ବୋଲି କହିଛି। ଏହି ଯୋଗଦାନ କାର୍ଯ୍ୟକ୍ରମରେ ଦଳର ବରିଷ୍ଠ ନେତା ଓ ଶହ ଶହ କର୍ମୀ ଉପସ୍ଥିତ ରହି ମୁଖ୍ୟମନ୍ତ୍ରୀଙ୍କୁ ଅଭିନନ୍ଦନ ଜଣାଇଥିଲେ। xyxy=(154,354,544,419)
forest-item-row xyxy=(773,1230,922,1241)
civil-schedule-table xyxy=(23,1253,347,1311)
ifb-email: Email Id-sedkl@gmail.com xyxy=(548,564,622,572)
cdm-corrigendum xyxy=(706,530,926,690)
forest-item-row xyxy=(773,1184,922,1195)
